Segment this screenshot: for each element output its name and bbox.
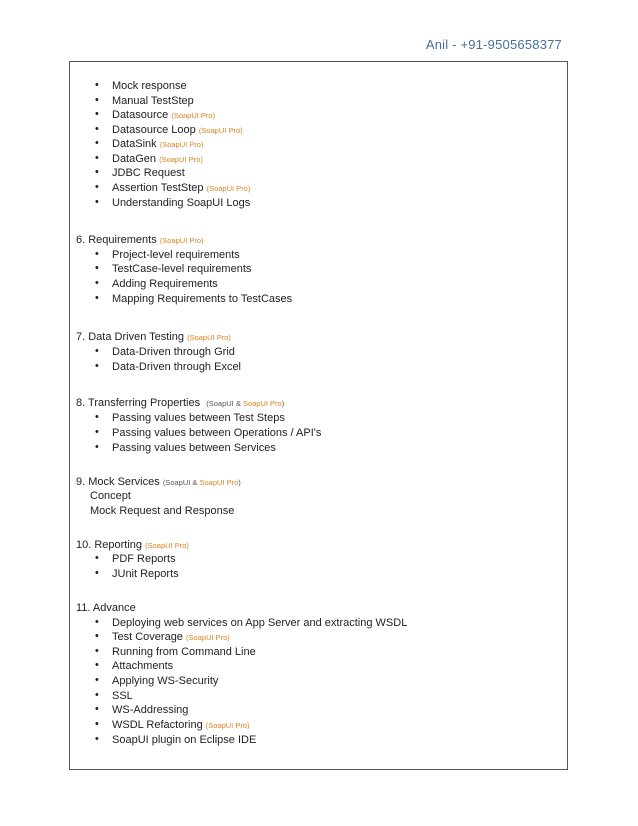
bullet-icon: • [95,630,99,642]
mixed-tag: (SoapUI & SoapUI Pro) [206,399,285,408]
header-contact: Anil - +91-9505658377 [425,37,562,52]
list-item: • Datasource (SoapUI Pro) [95,108,216,121]
list-item: • JUnit Reports [95,567,179,580]
bullet-icon: • [95,616,99,628]
pro-tag: (SoapUI Pro) [145,541,189,550]
list-item: • Understanding SoapUI Logs [95,196,251,209]
bullet-icon: • [95,277,99,289]
bullet-icon: • [95,718,99,730]
pro-tag: (SoapUI Pro) [159,155,203,164]
bullet-icon: • [95,166,99,178]
list-item: • WSDL Refactoring (SoapUI Pro) [95,718,250,731]
list-item: • PDF Reports [95,552,176,565]
pro-tag: (SoapUI Pro) [159,140,204,149]
bullet-icon: • [95,733,99,745]
section-title-transferring: 8. Transferring Properties (SoapUI & SoapUI Pro) [76,397,285,409]
list-item: • Passing values between Test Steps [95,411,285,424]
bullet-icon: • [95,360,99,372]
plain-item: Concept [90,490,131,502]
pro-tag: (SoapUI Pro) [171,111,216,120]
bullet-icon: • [95,248,99,260]
bullet-icon: • [95,567,99,579]
bullet-icon: • [95,137,99,149]
pro-tag: (SoapUI Pro) [206,184,251,193]
bullet-icon: • [95,181,99,193]
list-item: • SSL [95,689,133,702]
list-item: • DataGen (SoapUI Pro) [95,152,203,165]
section-title-data-driven: 7. Data Driven Testing (SoapUI Pro) [76,331,231,343]
list-item: • Project-level requirements [95,248,240,261]
list-item: • JDBC Request [95,166,185,179]
bullet-icon: • [95,123,99,135]
plain-item: Mock Request and Response [90,505,235,517]
bullet-icon: • [95,703,99,715]
pro-tag: (SoapUI Pro) [198,126,243,135]
list-item: • Adding Requirements [95,277,218,290]
list-item: • TestCase-level requirements [95,262,252,275]
list-item: • Passing values between Operations / API's [95,426,322,439]
pro-tag: (SoapUI Pro) [205,721,250,730]
list-item: • Passing values between Services [95,441,276,454]
list-item: • Data-Driven through Grid [95,345,235,358]
list-item: • Attachments [95,659,174,672]
section-title-reporting: 10. Reporting (SoapUI Pro) [76,539,189,551]
pro-tag: (SoapUI Pro) [159,236,204,245]
list-item: • Deploying web services on App Server and extracting WSDL [95,616,408,629]
section-title-requirements: 6. Requirements (SoapUI Pro) [76,234,204,246]
list-item: • Manual TestStep [95,94,194,107]
bullet-icon: • [95,552,99,564]
bullet-icon: • [95,262,99,274]
pro-tag: (SoapUI Pro) [186,633,230,642]
bullet-icon: • [95,94,99,106]
mixed-tag: (SoapUI & SoapUI Pro) [162,478,241,487]
bullet-icon: • [95,689,99,701]
list-item: • SoapUI plugin on Eclipse IDE [95,733,257,746]
list-item: • Mapping Requirements to TestCases [95,292,293,305]
bullet-icon: • [95,79,99,91]
list-item: • Datasource Loop (SoapUI Pro) [95,123,243,136]
list-item: • Assertion TestStep (SoapUI Pro) [95,181,251,194]
bullet-icon: • [95,152,99,164]
bullet-icon: • [95,108,99,120]
bullet-icon: • [95,674,99,686]
list-item: • WS-Addressing [95,703,189,716]
list-item: • Test Coverage (SoapUI Pro) [95,630,230,643]
list-item: • Applying WS-Security [95,674,219,687]
section-title-advance: 11. Advance [76,602,136,614]
bullet-icon: • [95,292,99,304]
bullet-icon: • [95,441,99,453]
list-item: • DataSink (SoapUI Pro) [95,137,204,150]
list-item: • Mock response [95,79,187,92]
bullet-icon: • [95,659,99,671]
bullet-icon: • [95,345,99,357]
bullet-icon: • [95,426,99,438]
list-item: • Data-Driven through Excel [95,360,242,373]
list-item: • Running from Command Line [95,645,256,658]
pro-tag: (SoapUI Pro) [187,333,231,342]
bullet-icon: • [95,196,99,208]
section-title-mock-services: 9. Mock Services (SoapUI & SoapUI Pro) [76,476,241,488]
bullet-icon: • [95,411,99,423]
bullet-icon: • [95,645,99,657]
